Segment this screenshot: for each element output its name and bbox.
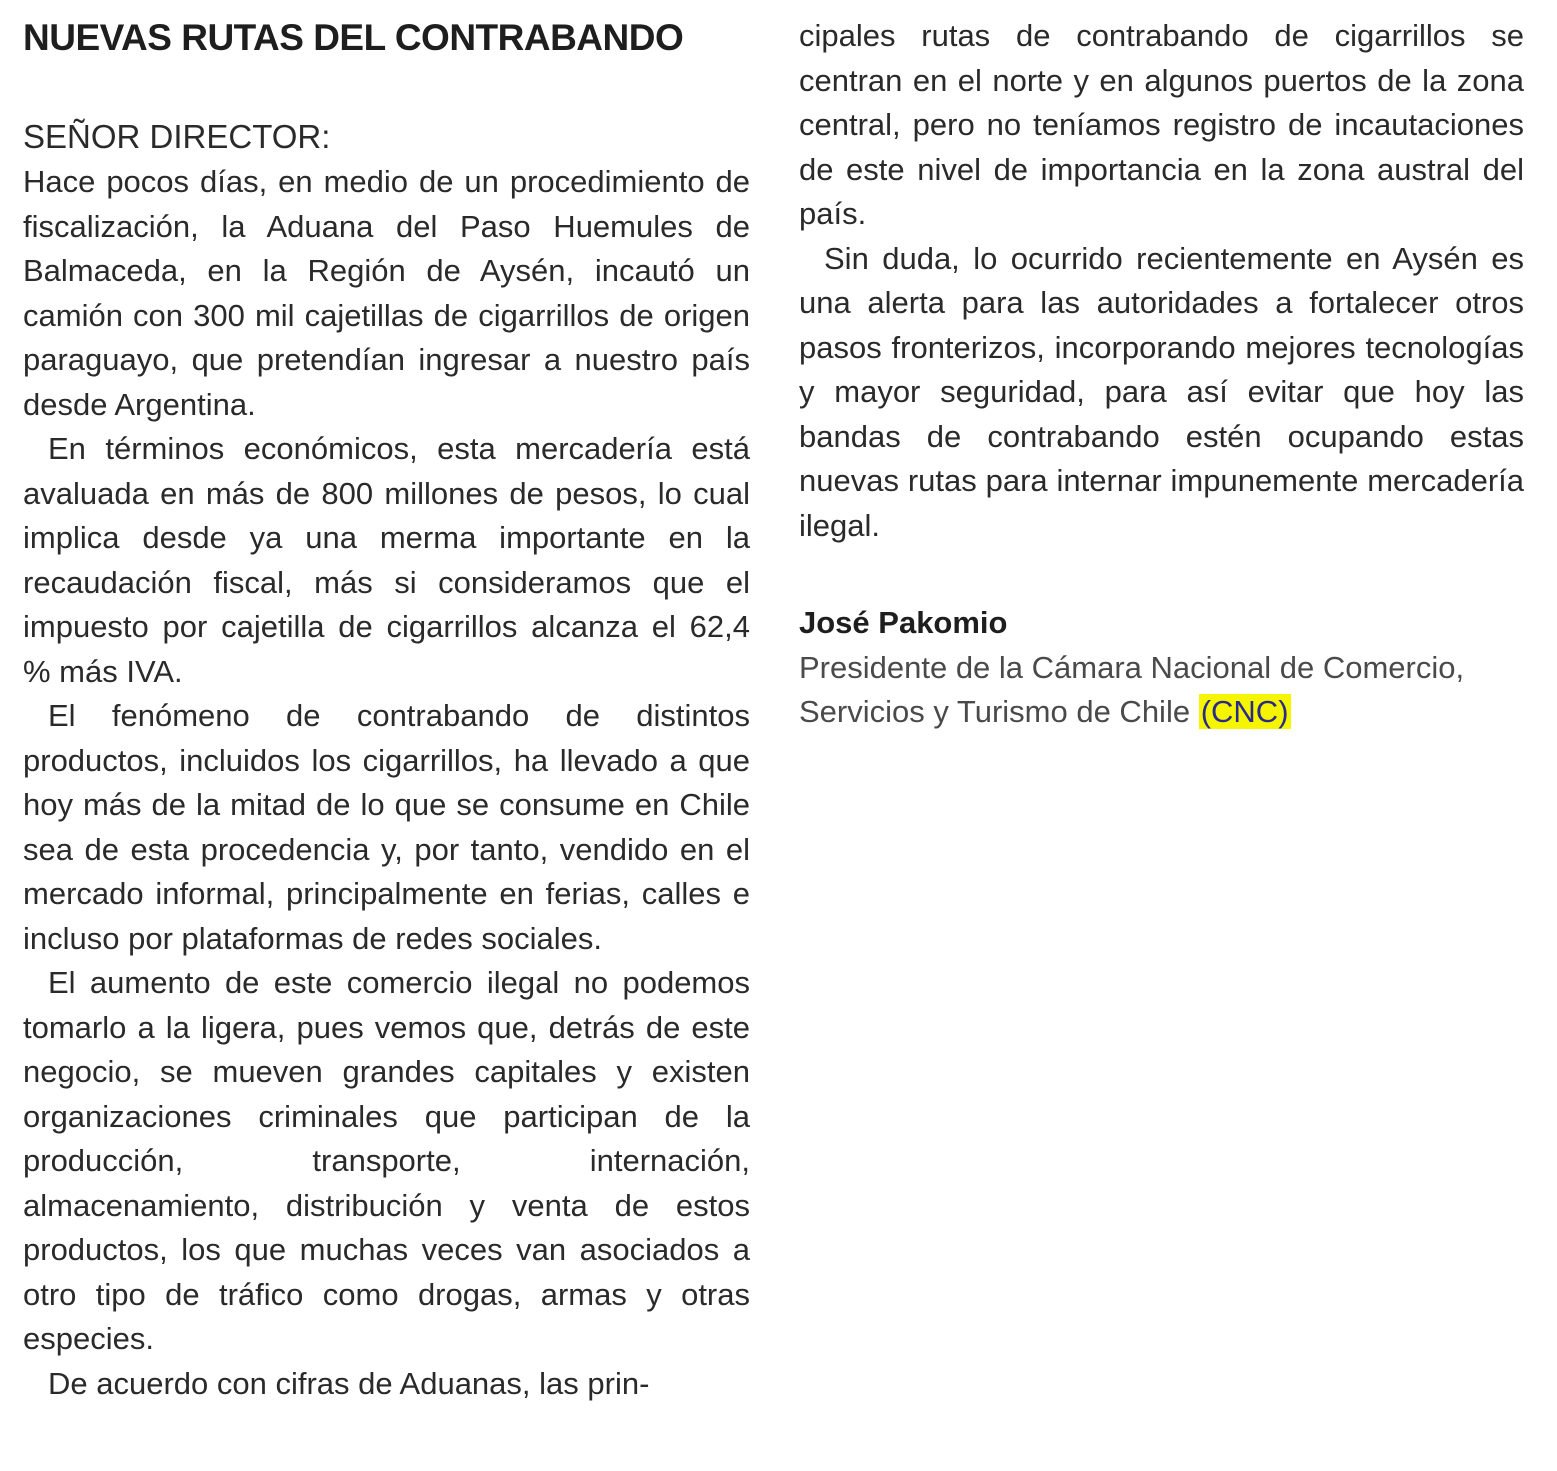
left-column <box>23 160 750 1406</box>
article-title: NUEVAS RUTAS DEL CONTRABANDO <box>23 17 684 58</box>
paragraph-5-continued: cipales rutas de contrabando de cigarrillos se centran en el norte y en algunos puertos de la zona central, pero no teníamos registro de incautaciones de este nivel de importancia en la zona austral del país. <box>799 18 1524 231</box>
signature-block <box>799 601 1524 735</box>
author-role-text: Presidente de la Cámara Nacional de Comercio, Servicios y Turismo de Chile <box>799 649 1465 729</box>
paragraph-4: El aumento de este comercio ilegal no podemos tomarlo a la ligera, pues vemos que, detrás de este negocio, se mueven grandes capitales y existen organizaciones criminales que participan de la producción, transporte, internación, almacenamiento, distribución y venta de estos productos, los que muchas veces van asociados a otro tipo de tráfico como drogas, armas y otras especies. <box>23 965 750 1356</box>
paragraph-6: Sin duda, lo ocurrido recientemente en Aysén es una alerta para las autoridades a fortalecer otros pasos fronterizos, incorporando mejores tecnologías y mayor seguridad, para así evitar que hoy las bandas de contrabando estén ocupando estas nuevas rutas para internar impunemente mercadería ilegal. <box>799 240 1524 543</box>
paragraph-5-start: De acuerdo con cifras de Aduanas, las prin- <box>48 1365 650 1401</box>
paragraph-2: En términos económicos, esta mercadería está avaluada en más de 800 millones de pesos, lo cual implica desde ya una merma importante en la recaudación fiscal, más si consideramos que el impuesto por cajetilla de cigarrillos alcanza el 62,4 % más IVA. <box>23 431 750 689</box>
right-column <box>799 14 1524 548</box>
author-name: José Pakomio <box>799 605 1008 640</box>
organization-abbreviation: (CNC) <box>1200 694 1289 729</box>
author-role <box>799 646 1499 735</box>
salutation: SEÑOR DIRECTOR: <box>23 118 331 155</box>
paragraph-1: Hace pocos días, en medio de un procedimiento de fiscalización, la Aduana del Paso Huemules de Balmaceda, en la Región de Aysén, incautó un camión con 300 mil cajetillas de cigarrillos de origen paraguayo, que pretendían ingresar a nuestro país desde Argentina. <box>23 164 750 422</box>
paragraph-3: El fenómeno de contrabando de distintos productos, incluidos los cigarrillos, ha llevado a que hoy más de la mitad de lo que se consume en Chile sea de esta procedencia y, por tanto, vendido en el mercado informal, principalmente en ferias, calles e incluso por plataformas de redes sociales. <box>23 698 750 956</box>
